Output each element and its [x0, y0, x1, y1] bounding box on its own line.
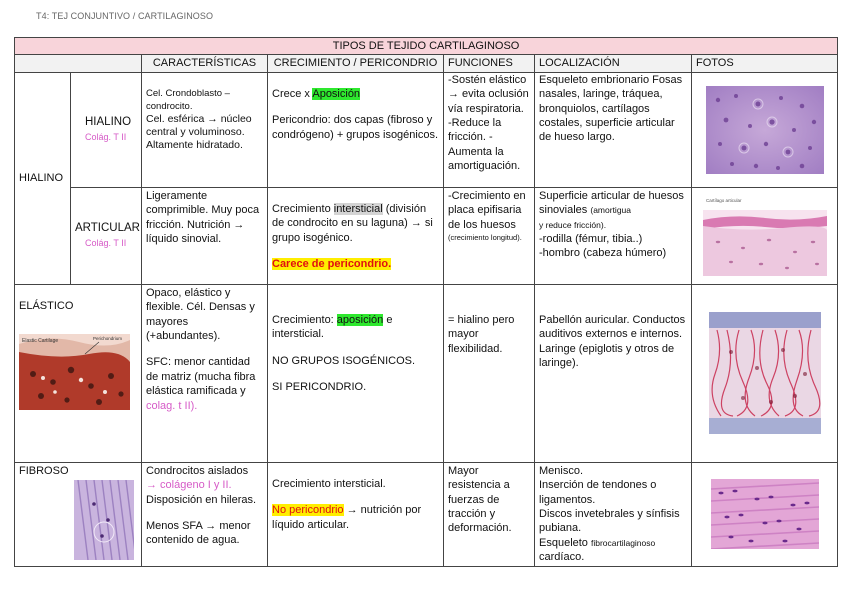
fibroso-loc-2: Inserción de tendones o ligamentos. [539, 479, 657, 506]
sub-hialino-name: HIALINO [85, 116, 132, 129]
table-title: TIPOS DE TEJIDO CARTILAGINOSO [15, 38, 838, 55]
hialino-car-4: Altamente hidratado. [146, 138, 243, 151]
articular-loc-main: Superficie articular de huesos sinoviales [539, 189, 684, 217]
fibroso-funciones [444, 462, 535, 566]
fibroso-loc-4 [539, 536, 687, 565]
group-hialino [15, 72, 71, 284]
articular-loc-rest-2: -hombro (cabeza húmero) [539, 247, 667, 260]
fibroso-car-1: Condrocitos aislados [146, 464, 249, 477]
hialino-caracteristicas [142, 72, 268, 187]
fibroso-car-2: Disposición en hileras. [146, 493, 257, 506]
articular-crec-post: (división de condrocito en su laguna) → si grupo isogénico. [272, 202, 433, 244]
elastico-name: ELÁSTICO [19, 299, 74, 312]
header-fotos: FOTOS [692, 55, 838, 72]
elastico-crec-highlight: aposición [336, 313, 384, 326]
elastico-crec-post: e intersticial. [272, 313, 393, 341]
fibroso-caracteristicas [142, 462, 268, 566]
hialino-photo [706, 86, 824, 174]
fibroso-photo [74, 480, 134, 560]
group-hialino-label: HIALINO [19, 172, 64, 185]
sub-hialino [71, 72, 142, 187]
fibroso-localizacion [535, 462, 692, 566]
sub-articular-colag: Colág. T II [85, 237, 127, 248]
table-row-elastico [15, 284, 838, 462]
articular-car-text: Ligeramente comprimible. Muy poca fricción. Nutrición → líquido sinovial. [146, 189, 260, 246]
articular-photo [703, 196, 827, 276]
header-empty [15, 55, 142, 72]
cartilage-table [14, 37, 838, 567]
articular-photo-cell [692, 187, 838, 284]
fibroso-loc-4-small: fibrocartilaginoso [590, 537, 656, 548]
fibroso-stain-photo [711, 479, 819, 549]
fibroso-car-pink: → colágeno I y II. [146, 479, 232, 492]
articular-localizacion [535, 187, 692, 284]
elastico-funciones [444, 284, 535, 462]
sub-articular-name: ARTICULAR [75, 222, 140, 235]
elastico-car-main: Opaco, elástico y flexible. Cél. Densas y mayores (+abundantes). [146, 286, 255, 343]
elastico-sfc [146, 355, 263, 413]
elastico-photo-label: Elastic Cartilage [22, 338, 59, 345]
page-title: T4: TEJ CONJUNTIVO / CARTILAGINOSO [36, 11, 214, 21]
elastico-sfc-text: SFC: menor cantidad de matriz (mucha fibra elástica ramificada y [146, 356, 256, 398]
hialino-crecimiento [268, 72, 444, 187]
fibroso-loc-4-post: cardíaco. [539, 551, 585, 564]
elastico-localizacion [535, 284, 692, 462]
articular-funciones [444, 187, 535, 284]
elastico-sfc-pink: colag. t II). [146, 399, 198, 412]
fibroso-funciones-text: Mayor resistencia a fuerzas de tracción y deformación. [448, 464, 512, 535]
fibroso-crec: Crecimiento intersticial. [272, 477, 386, 490]
header-caracteristicas: CARACTERÍSTICAS [142, 55, 268, 72]
header-funciones: FUNCIONES [444, 55, 535, 72]
articular-loc-small-2: y reduce fricción). [539, 219, 607, 230]
fibroso-crecimiento [268, 462, 444, 566]
hialino-crec-highlight: Aposición [312, 87, 361, 100]
hialino-pericondrio: Pericondrio: dos capas (fibroso y condrógeno) + grupos isogénicos. [272, 114, 439, 141]
fibroso-car-3: Menos SFA → menor contenido de agua. [146, 520, 251, 547]
hialino-crec-pre: Crece x [272, 87, 313, 100]
elastico-fiber-photo [709, 312, 821, 434]
elastico-funciones-text: = hialino pero mayor flexibilidad. [448, 313, 515, 355]
articular-crec-pre: Crecimiento [272, 202, 334, 215]
articular-crec-highlight: intersticial [333, 202, 383, 215]
table-title-row [15, 38, 838, 55]
hialino-funciones-text: -Sostén elástico → evita oclusión vía respiratoria. -Reduce la fricción. -Aumenta la amortiguación. [448, 73, 529, 173]
articular-carece [272, 257, 439, 271]
articular-photo-caption: Cartílago articular [705, 197, 742, 203]
elastico-crec-line [272, 313, 439, 342]
table-row-fibroso [15, 462, 838, 566]
articular-funciones-main: -Crecimiento en placa epifisaria de los huesos [448, 189, 526, 231]
header-crecimiento: CRECIMIENTO / PERICONDRIO [268, 55, 444, 72]
hialino-photo-cell [692, 72, 838, 187]
table-row-articular [15, 187, 838, 284]
articular-crecimiento [268, 187, 444, 284]
fibroso-no-peri-post: → nutrición por líquido articular. [272, 504, 422, 531]
fibroso-photo-cell [692, 462, 838, 566]
sub-hialino-colag: Colág. T II [85, 131, 127, 142]
elastico-photo-cell [692, 284, 838, 462]
fibroso-loc-1: Menisco. [539, 464, 584, 477]
elastico-si-peri: SI PERICONDRIO. [272, 381, 367, 394]
elastico-crec-pre: Crecimiento: [272, 313, 337, 326]
table-header-row [15, 55, 838, 72]
elastico-photo [19, 334, 130, 410]
hialino-localizacion-text: Esqueleto embrionario Fosas nasales, laringe, tráquea, bronquiolos, cartílagos costales, superficie articular de hueso largo. [539, 73, 683, 144]
sub-articular [71, 187, 142, 284]
fibroso-loc-3: Discos invetebrales y sínfisis pubiana. [539, 508, 680, 535]
articular-carece-text: Carece de pericondrio. [272, 258, 392, 271]
perichondrium-photo-label: Perichondrium [93, 336, 123, 342]
fibroso-name-cell [15, 462, 142, 566]
fibroso-peri-line [272, 503, 439, 532]
hialino-crec-line [272, 87, 439, 101]
hialino-car-2: condrocito. [146, 100, 193, 112]
articular-loc-small-1: (amortigua [590, 205, 632, 216]
articular-caracteristicas [142, 187, 268, 284]
hialino-funciones [444, 72, 535, 187]
elastico-caracteristicas [142, 284, 268, 462]
articular-loc-rest-1: -rodilla (fémur, tibia..) [539, 233, 643, 246]
elastico-localizacion-text: Pabellón auricular. Conductos auditivos externos e internos. Laringe (epiglotis y otros de laringe). [539, 313, 686, 370]
hialino-localizacion [535, 72, 692, 187]
elastico-crecimiento [268, 284, 444, 462]
elastico-no-grupos: NO GRUPOS ISOGÉNICOS. [272, 354, 416, 367]
fibroso-loc-4-pre: Esqueleto [539, 536, 591, 549]
fibroso-name: FIBROSO [19, 464, 69, 477]
elastico-name-cell [15, 284, 142, 462]
articular-crec-line [272, 202, 439, 245]
hialino-car-3: Cel. esférica → núcleo central y voluminoso. [146, 112, 252, 138]
table-row-hialino [15, 72, 838, 187]
fibroso-no-peri: No pericondrio [272, 504, 344, 517]
articular-funciones-small: (crecimiento longitud). [448, 233, 522, 243]
hialino-car-1: Cel. Crondoblasto – [146, 87, 230, 99]
articular-loc-line [539, 189, 687, 218]
header-localizacion: LOCALIZACIÓN [535, 55, 692, 72]
